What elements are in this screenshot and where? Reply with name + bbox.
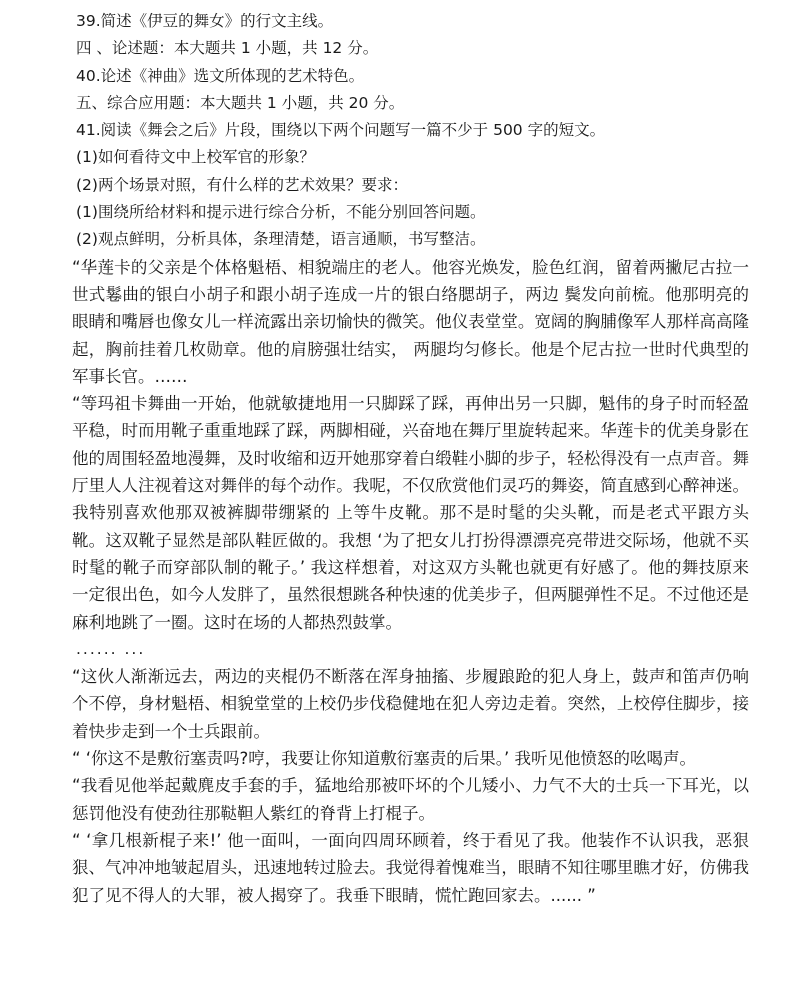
section-five-heading: 五、综合应用题：本大题共 1 小题，共 20 分。: [76, 93, 405, 112]
passage-ellipsis: ...... ...: [76, 639, 146, 658]
question-41: 41.阅读《舞会之后》片段，围绕以下两个问题写一篇不少于 500 字的短文。: [76, 121, 606, 140]
passage-paragraph-4: “ ‘你这不是敷衍塞责吗?哼，我要让你知道敷衍塞责的后果。’ 我听见他愤怒的吆喝声。: [72, 749, 697, 769]
passage-paragraph-2: “等玛祖卡舞曲一开始，他就敏捷地用一只脚踩了踩，再伸出另一只脚，魁伟的身子时而轻盈平稳，时而用靴子重重地踩了踩，两脚相碰，兴奋地在舞厅里旋转起来。华莲卡的优美身影在他的周围轻盈地漫舞，及时收缩和迈开她那穿着白缎鞋小脚的步子，轻松得没有一点声音。舞厅里人人注视着这对舞伴的每个动作。我呢，不仅欣赏他们灵巧的舞姿，简直感到心醉神迷。我特别喜欢他那双被裤脚带绷紧的 上等牛皮靴。那不是时髦的尖头靴，而是老式平跟方头靴。这双靴子显然是部队鞋匠做的。我想 ‘为了把女儿打扮得漂漂亮亮带进交际场，他就不买时髦的靴子而穿部队制的靴子。’ 我这样想着，对这双方头靴也就更有好感了。他的舞技原来一定很出色，如今人发胖了，虽然很想跳各种快速的优美步子，但两腿弹性不足。不过他还是麻利地跳了一圈。这时在场的人都热烈鼓掌。: [72, 394, 749, 632]
section-four-heading: 四 、论述题：本大题共 1 小题，共 12 分。: [76, 39, 379, 58]
requirement-1: (1)围绕所给材料和提示进行综合分析，不能分别回答问题。: [76, 203, 486, 222]
passage-paragraph-5: “我看见他举起戴麂皮手套的手，猛地给那被吓坏的个儿矮小、力气不大的士兵一下耳光，以惩罚他没有使劲往那鞑靼人紫红的脊背上打棍子。: [72, 776, 749, 823]
question-39: 39.简述《伊豆的舞女》的行文主线。: [76, 12, 334, 30]
sub-question-2: (2)两个场景对照，有什么样的艺术效果？要求：: [76, 175, 408, 194]
passage-paragraph-3: “这伙人渐渐远去，两边的夹棍仍不断落在浑身抽搐、步履踉跄的犯人身上，鼓声和笛声仍响个不停，身材魁梧、相貌堂堂的上校仍步伐稳健地在犯人旁边走着。突然，上校停住脚步，接着快步走到一个士兵跟前。: [72, 667, 749, 741]
requirement-2: (2)观点鲜明，分析具体，条理清楚，语言通顺，书写整洁。: [76, 230, 486, 249]
passage-paragraph-6: “ ‘拿几根新棍子来!’ 他一面叫，一面向四周环顾着，终于看见了我。他装作不认识我，恶狠狠、气冲冲地皱起眉头，迅速地转过脸去。我觉得着愧难当，眼睛不知往哪里瞧才好，仿佛我犯了见不得人的大罪，被人揭穿了。我垂下眼睛，慌忙跑回家去。...... ”: [72, 830, 749, 905]
passage-paragraph-1: “华莲卡的父亲是个体格魁梧、相貌端庄的老人。他容光焕发，脸色红润，留着两撇尼古拉一世式鬈曲的银白小胡子和跟小胡子连成一片的银白络腮胡子，两边 鬓发向前梳。他那明亮的眼睛和嘴唇也像女儿一样流露出亲切愉快的微笑。他仪表堂堂。宽阔的胸脯像军人那样高高隆起，胸前挂着几枚勋章。他的肩膀强壮结实， 两腿均匀修长。他是个尼古拉一世时代典型的军事长官。……: [72, 257, 749, 386]
question-40: 40.论述《神曲》选文所体现的艺术特色。: [76, 66, 365, 85]
sub-question-1: (1)如何看待文中上校军官的形象？: [76, 148, 315, 167]
